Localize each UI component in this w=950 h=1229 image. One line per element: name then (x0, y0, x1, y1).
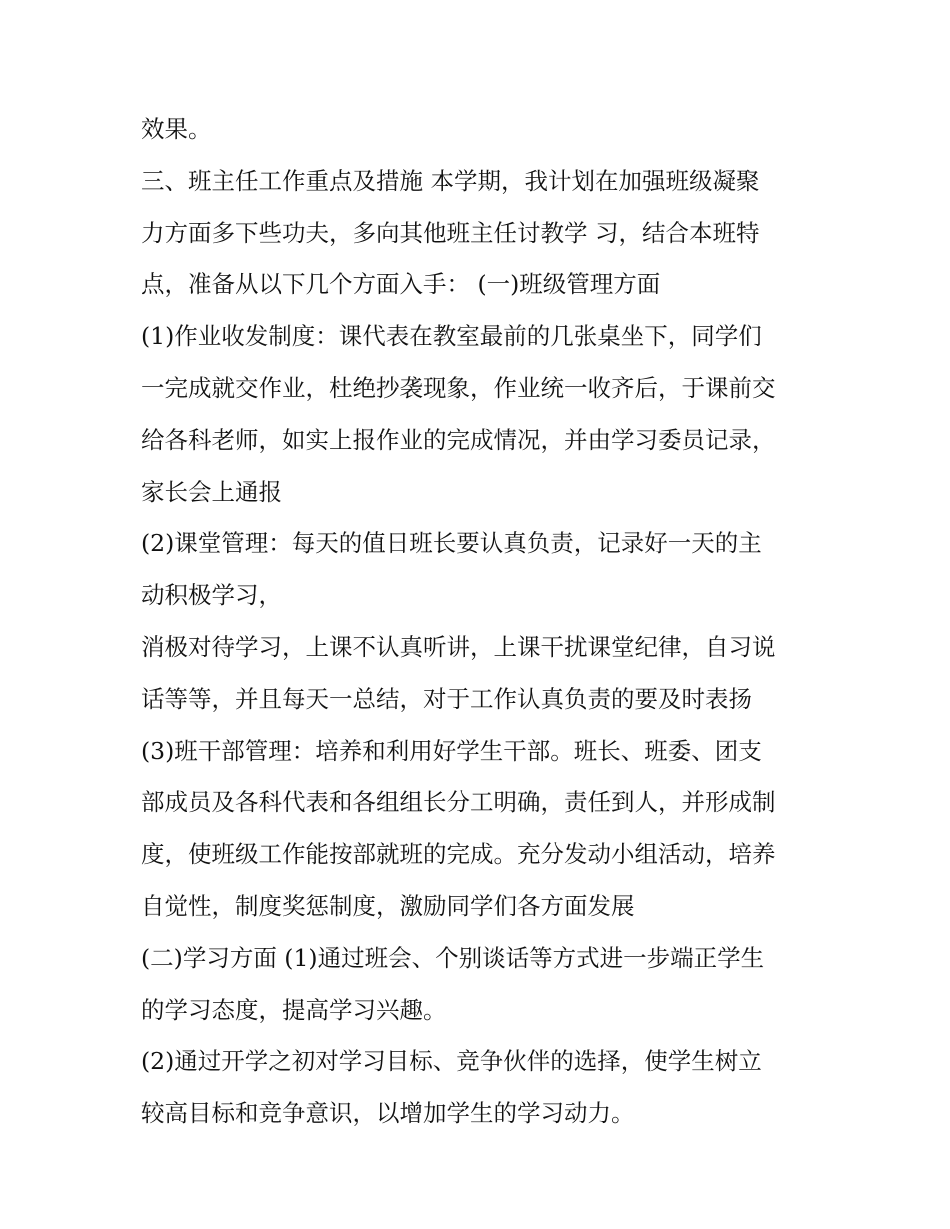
text-line-10: 动积极学习， (141, 581, 282, 610)
text-line-11: 消极对待学习，上课不认真听讲，上课干扰课堂纪律，自习说 (141, 632, 776, 661)
text-line-16: 自觉性，制度奖惩制度，激励同学们各方面发展 (141, 891, 635, 920)
text-line-17: (二)学习方面 (1)通过班会、个别谈话等方式进一步端正学生 (141, 943, 765, 972)
text-line-5: (1)作业收发制度：课代表在教室最前的几张桌坐下，同学们 (141, 322, 762, 351)
text-line-15: 度，使班级工作能按部就班的完成。充分发动小组活动，培养 (141, 840, 776, 869)
text-line-7: 给各科老师，如实上报作业的完成情况，并由学习委员记录， (141, 425, 776, 454)
text-line-12: 话等等，并且每天一总结，对于工作认真负责的要及时表扬 (141, 684, 752, 713)
text-line-20: 较高目标和竞争意识，以增加学生的学习动力。 (141, 1099, 635, 1128)
text-line-8: 家长会上通报 (141, 477, 282, 506)
text-line-9: (2)课堂管理：每天的值日班长要认真负责，记录好一天的主 (141, 529, 762, 558)
document-body (141, 107, 821, 1143)
text-line-2: 三、班主任工作重点及措施 本学期，我计划在加强班级凝聚 (141, 166, 760, 195)
text-line-18: 的学习态度，提高学习兴趣。 (141, 995, 447, 1024)
text-line-4: 点，准备从以下几个方面入手： (一)班级管理方面 (141, 270, 661, 299)
text-line-1: 效果。 (141, 115, 212, 143)
text-line-19: (2)通过开学之初对学习目标、竞争伙伴的选择，使学生树立 (141, 1047, 762, 1076)
text-line-14: 部成员及各科代表和各组组长分工明确，责任到人，并形成制 (141, 788, 776, 817)
text-line-13: (3)班干部管理：培养和利用好学生干部。班长、班委、团支 (141, 736, 762, 765)
text-line-3: 力方面多下些功夫，多向其他班主任讨教学 习，结合本班特 (141, 218, 760, 247)
text-line-6: 一完成就交作业，杜绝抄袭现象，作业统一收齐后，于课前交 (141, 373, 776, 402)
